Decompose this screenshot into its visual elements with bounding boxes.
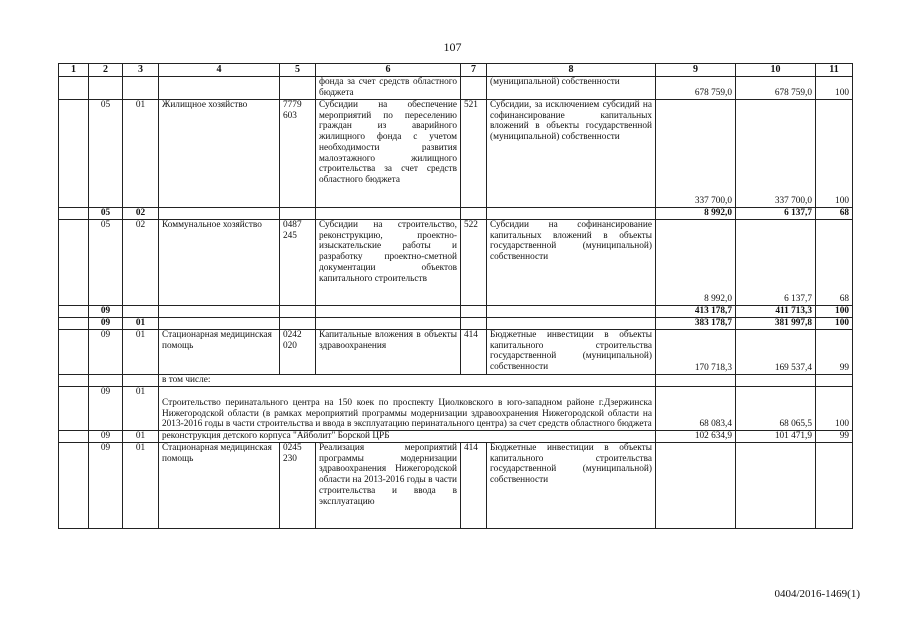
cell-expense-type — [461, 306, 487, 318]
cell-name — [159, 77, 280, 100]
cell-expense-name: Бюджетные инвестиции в объекты капитального строительства государственной (муниципальной) собственности — [487, 443, 656, 529]
table-row — [59, 387, 853, 431]
cell-empty — [59, 77, 89, 100]
column-header: 10 — [736, 64, 816, 77]
cell-subsection: 02 — [123, 220, 159, 306]
column-header: 7 — [461, 64, 487, 77]
table-row — [59, 77, 853, 100]
cell-subsection: 01 — [123, 431, 159, 443]
cell-target-code — [280, 208, 316, 220]
cell-purpose: Субсидии на обеспечение мероприятий по переселению граждан из аварийного жилищного фонда с учетом необходимости развития малоэтажного жилищного строительства за счет средств областного бюджета — [316, 100, 461, 208]
cell-planned: 8 992,0 — [656, 208, 736, 220]
cell-empty — [59, 100, 89, 208]
cell-percent: 100 — [816, 77, 853, 100]
table-row-subtotal — [59, 208, 853, 220]
table-row — [59, 220, 853, 306]
cell-target-code: 7779 603 — [280, 100, 316, 208]
table-header-row — [59, 64, 853, 77]
cell-section: 05 — [89, 220, 123, 306]
cell-percent: 100 — [816, 318, 853, 330]
cell-name — [159, 318, 280, 330]
cell-subsection — [123, 306, 159, 318]
cell-percent — [816, 375, 853, 387]
cell-name — [159, 306, 280, 318]
cell-section: 09 — [89, 306, 123, 318]
cell-purpose — [316, 318, 461, 330]
cell-including-label: в том числе: — [159, 375, 656, 387]
table-row-subtotal — [59, 318, 853, 330]
cell-empty — [59, 375, 89, 387]
cell-percent: 100 — [816, 306, 853, 318]
cell-section: 05 — [89, 208, 123, 220]
column-header: 11 — [816, 64, 853, 77]
cell-section: 09 — [89, 443, 123, 529]
cell-subsection: 01 — [123, 100, 159, 208]
cell-name: Стационарная медицинская помощь — [159, 443, 280, 529]
table-row — [59, 431, 853, 443]
cell-subsection: 01 — [123, 387, 159, 431]
page-number: 107 — [443, 40, 462, 54]
cell-subsection: 01 — [123, 318, 159, 330]
cell-expense-type — [461, 318, 487, 330]
cell-planned: 68 083,4 — [656, 387, 736, 431]
cell-expense-type: 414 — [461, 330, 487, 375]
cell-section — [89, 375, 123, 387]
cell-empty — [59, 330, 89, 375]
cell-actual: 6 137,7 — [736, 220, 816, 306]
column-header: 5 — [280, 64, 316, 77]
cell-actual — [736, 375, 816, 387]
cell-expense-name: (муниципальной) собственности — [487, 77, 656, 100]
cell-expense-name: Субсидии на софинансирование капитальных вложений в объекты государственной (муниципальной) собственности — [487, 220, 656, 306]
cell-empty — [59, 220, 89, 306]
cell-subsection: 01 — [123, 443, 159, 529]
column-header: 8 — [487, 64, 656, 77]
cell-planned: 678 759,0 — [656, 77, 736, 100]
cell-section: 09 — [89, 387, 123, 431]
table-row — [59, 330, 853, 375]
cell-percent: 68 — [816, 220, 853, 306]
cell-target-code — [280, 77, 316, 100]
cell-target-code: 0242 020 — [280, 330, 316, 375]
column-header: 3 — [123, 64, 159, 77]
cell-name — [159, 208, 280, 220]
cell-planned: 170 718,3 — [656, 330, 736, 375]
column-header: 1 — [59, 64, 89, 77]
cell-actual — [736, 443, 816, 529]
cell-subsection — [123, 375, 159, 387]
cell-expense-name — [487, 208, 656, 220]
cell-empty — [59, 443, 89, 529]
cell-actual: 169 537,4 — [736, 330, 816, 375]
table-row-section-total — [59, 306, 853, 318]
table-row — [59, 100, 853, 208]
cell-section: 09 — [89, 330, 123, 375]
cell-percent — [816, 443, 853, 529]
document-code: 0404/2016-1469(1) — [774, 588, 860, 600]
cell-planned — [656, 443, 736, 529]
table-row — [59, 443, 853, 529]
table-row-including — [59, 375, 853, 387]
cell-empty — [59, 318, 89, 330]
cell-empty — [59, 208, 89, 220]
cell-actual: 411 713,3 — [736, 306, 816, 318]
cell-target-code: 0245 230 — [280, 443, 316, 529]
cell-section: 09 — [89, 431, 123, 443]
cell-planned: 8 992,0 — [656, 220, 736, 306]
cell-actual: 101 471,9 — [736, 431, 816, 443]
cell-subsection: 01 — [123, 330, 159, 375]
cell-expense-type — [461, 77, 487, 100]
cell-target-code — [280, 318, 316, 330]
cell-expense-type: 522 — [461, 220, 487, 306]
cell-target-code — [280, 306, 316, 318]
cell-target-code: 0487 245 — [280, 220, 316, 306]
cell-object-description: Строительство перинатального центра на 150 коек по проспекту Циолковского в юго-западном районе г.Дзержинска Нижегородской области (в рамках мероприятий программы модернизации здравоохранения Нижегородской области на 2013-2016 годы в части строительства и ввода в эксплуатацию перинатального центра) за счет средств областного бюджета — [159, 387, 656, 431]
cell-empty — [59, 431, 89, 443]
cell-planned: 413 178,7 — [656, 306, 736, 318]
cell-percent: 68 — [816, 208, 853, 220]
budget-table — [58, 63, 853, 529]
cell-empty — [59, 306, 89, 318]
cell-expense-name — [487, 306, 656, 318]
column-header: 6 — [316, 64, 461, 77]
cell-actual: 6 137,7 — [736, 208, 816, 220]
cell-actual: 68 065,5 — [736, 387, 816, 431]
cell-percent: 99 — [816, 431, 853, 443]
cell-expense-name: Бюджетные инвестиции в объекты капитального строительства государственной (муниципальной) собственности — [487, 330, 656, 375]
cell-percent: 100 — [816, 100, 853, 208]
cell-purpose: фонда за счет средств областного бюджета — [316, 77, 461, 100]
cell-expense-type — [461, 208, 487, 220]
cell-actual: 678 759,0 — [736, 77, 816, 100]
cell-planned: 102 634,9 — [656, 431, 736, 443]
cell-purpose: Реализация мероприятий программы модернизации здравоохранения Нижегородской области на 2013-2016 годы в части строительства и ввода в эксплуатацию — [316, 443, 461, 529]
cell-name: Коммунальное хозяйство — [159, 220, 280, 306]
column-header: 2 — [89, 64, 123, 77]
cell-empty — [59, 387, 89, 431]
cell-purpose: Субсидии на строительство, реконструкцию, проектно-изыскательские работы и разработку проектно-сметной документации объектов капитального строительств — [316, 220, 461, 306]
cell-purpose — [316, 208, 461, 220]
cell-purpose: Капитальные вложения в объекты здравоохранения — [316, 330, 461, 375]
cell-percent: 99 — [816, 330, 853, 375]
cell-purpose — [316, 306, 461, 318]
column-header: 9 — [656, 64, 736, 77]
cell-planned: 337 700,0 — [656, 100, 736, 208]
cell-object-description: реконструкция детского корпуса "Айболит" Борской ЦРБ — [159, 431, 656, 443]
cell-expense-type: 414 — [461, 443, 487, 529]
cell-name: Стационарная медицинская помощь — [159, 330, 280, 375]
cell-actual: 381 997,8 — [736, 318, 816, 330]
cell-subsection — [123, 77, 159, 100]
cell-section: 09 — [89, 318, 123, 330]
column-header: 4 — [159, 64, 280, 77]
cell-expense-name — [487, 318, 656, 330]
cell-percent: 100 — [816, 387, 853, 431]
cell-subsection: 02 — [123, 208, 159, 220]
cell-name: Жилищное хозяйство — [159, 100, 280, 208]
cell-section — [89, 77, 123, 100]
cell-planned: 383 178,7 — [656, 318, 736, 330]
cell-actual: 337 700,0 — [736, 100, 816, 208]
cell-planned — [656, 375, 736, 387]
cell-expense-type: 521 — [461, 100, 487, 208]
cell-section: 05 — [89, 100, 123, 208]
cell-expense-name: Субсидии, за исключением субсидий на софинансирование капитальных вложений в объекты государственной (муниципальной) собственности — [487, 100, 656, 208]
